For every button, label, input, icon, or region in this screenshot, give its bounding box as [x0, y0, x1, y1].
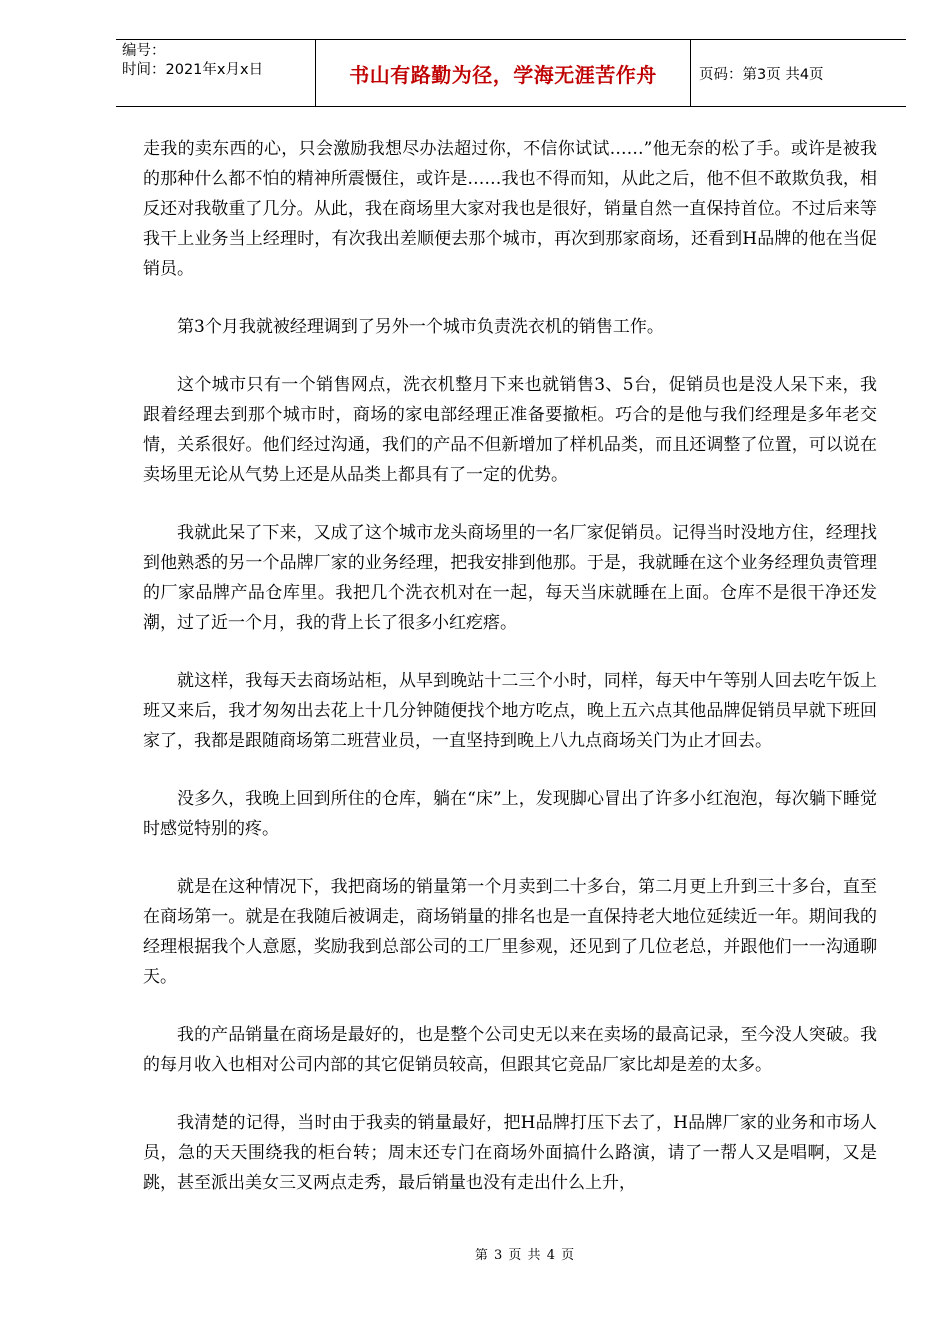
paragraph: 走我的卖东西的心，只会激励我想尽办法超过你，不信你试试……”他无奈的松了手。或许是被我的那种什么都不怕的精神所震慑住，或许是……我也不得而知，从此之后，他不但不敢欺负我，相反还对我敬重了几分。从此，我在商场里大家对我也是很好，销量自然一直保持首位。不过后来等我干上业务当上经理时，有次我出差顺便去那个城市，再次到那家商场，还看到H品牌的他在当促销员。 [143, 139, 877, 279]
header-meta [116, 40, 316, 106]
page-header [116, 39, 906, 107]
paragraph: 我的产品销量在商场是最好的，也是整个公司史无以来在卖场的最高记录，至今没人突破。我的每月收入也相对公司内部的其它促销员较高，但跟其它竞品厂家比却是差的太多。 [143, 1025, 877, 1075]
number-label: 编号： [122, 43, 166, 59]
page-footer: 第 3 页 共 4 页 [474, 1248, 576, 1263]
time-label: 时间：2021年x月x日 [122, 62, 264, 78]
paragraph: 我清楚的记得，当时由于我卖的销量最好，把H品牌打压下去了，H品牌厂家的业务和市场人员，急的天天围绕我的柜台转；周末还专门在商场外面搞什么路演，请了一帮人又是唱啊，又是跳，甚至派出美女三叉两点走秀，最后销量也没有走出什么上升， [143, 1113, 877, 1193]
paragraph: 就是在这种情况下，我把商场的销量第一个月卖到二十多台，第二月更上升到三十多台，直至在商场第一。就是在我随后被调走，商场销量的排名也是一直保持老大地位延续近一年。期间我的经理根据我个人意愿，奖励我到总部公司的工厂里参观，还见到了几位老总，并跟他们一一沟通聊天。 [143, 877, 877, 987]
header-motto: 书山有路勤为径，学海无涯苦作舟 [316, 40, 691, 106]
document-body [143, 134, 877, 1226]
paragraph: 没多久，我晚上回到所住的仓库，躺在“床”上，发现脚心冒出了许多小红泡泡，每次躺下睡觉时感觉特别的疼。 [143, 789, 877, 839]
header-page-label: 页码：第3页 共4页 [699, 66, 824, 83]
paragraph: 这个城市只有一个销售网点，洗衣机整月下来也就销售3、5台，促销员也是没人呆下来，我跟着经理去到那个城市时，商场的家电部经理正准备要撤柜。巧合的是他与我们经理是多年老交情，关系很好。他们经过沟通，我们的产品不但新增加了样机品类，而且还调整了位置，可以说在卖场里无论从气势上还是从品类上都具有了一定的优势。 [143, 375, 877, 485]
paragraph: 就这样，我每天去商场站柜，从早到晚站十二三个小时，同样，每天中午等别人回去吃午饭上班又来后，我才匆匆出去花上十几分钟随便找个地方吃点，晚上五六点其他品牌促销员早就下班回家了，我都是跟随商场第二班营业员，一直坚持到晚上八九点商场关门为止才回去。 [143, 671, 877, 751]
paragraph: 我就此呆了下来，又成了这个城市龙头商场里的一名厂家促销员。记得当时没地方住，经理找到他熟悉的另一个品牌厂家的业务经理，把我安排到他那。于是，我就睡在这个业务经理负责管理的厂家品牌产品仓库里。我把几个洗衣机对在一起，每天当床就睡在上面。仓库不是很干净还发潮，过了近一个月，我的背上长了很多小红疙瘩。 [143, 523, 877, 633]
paragraph: 第3个月我就被经理调到了另外一个城市负责洗衣机的销售工作。 [177, 317, 664, 337]
